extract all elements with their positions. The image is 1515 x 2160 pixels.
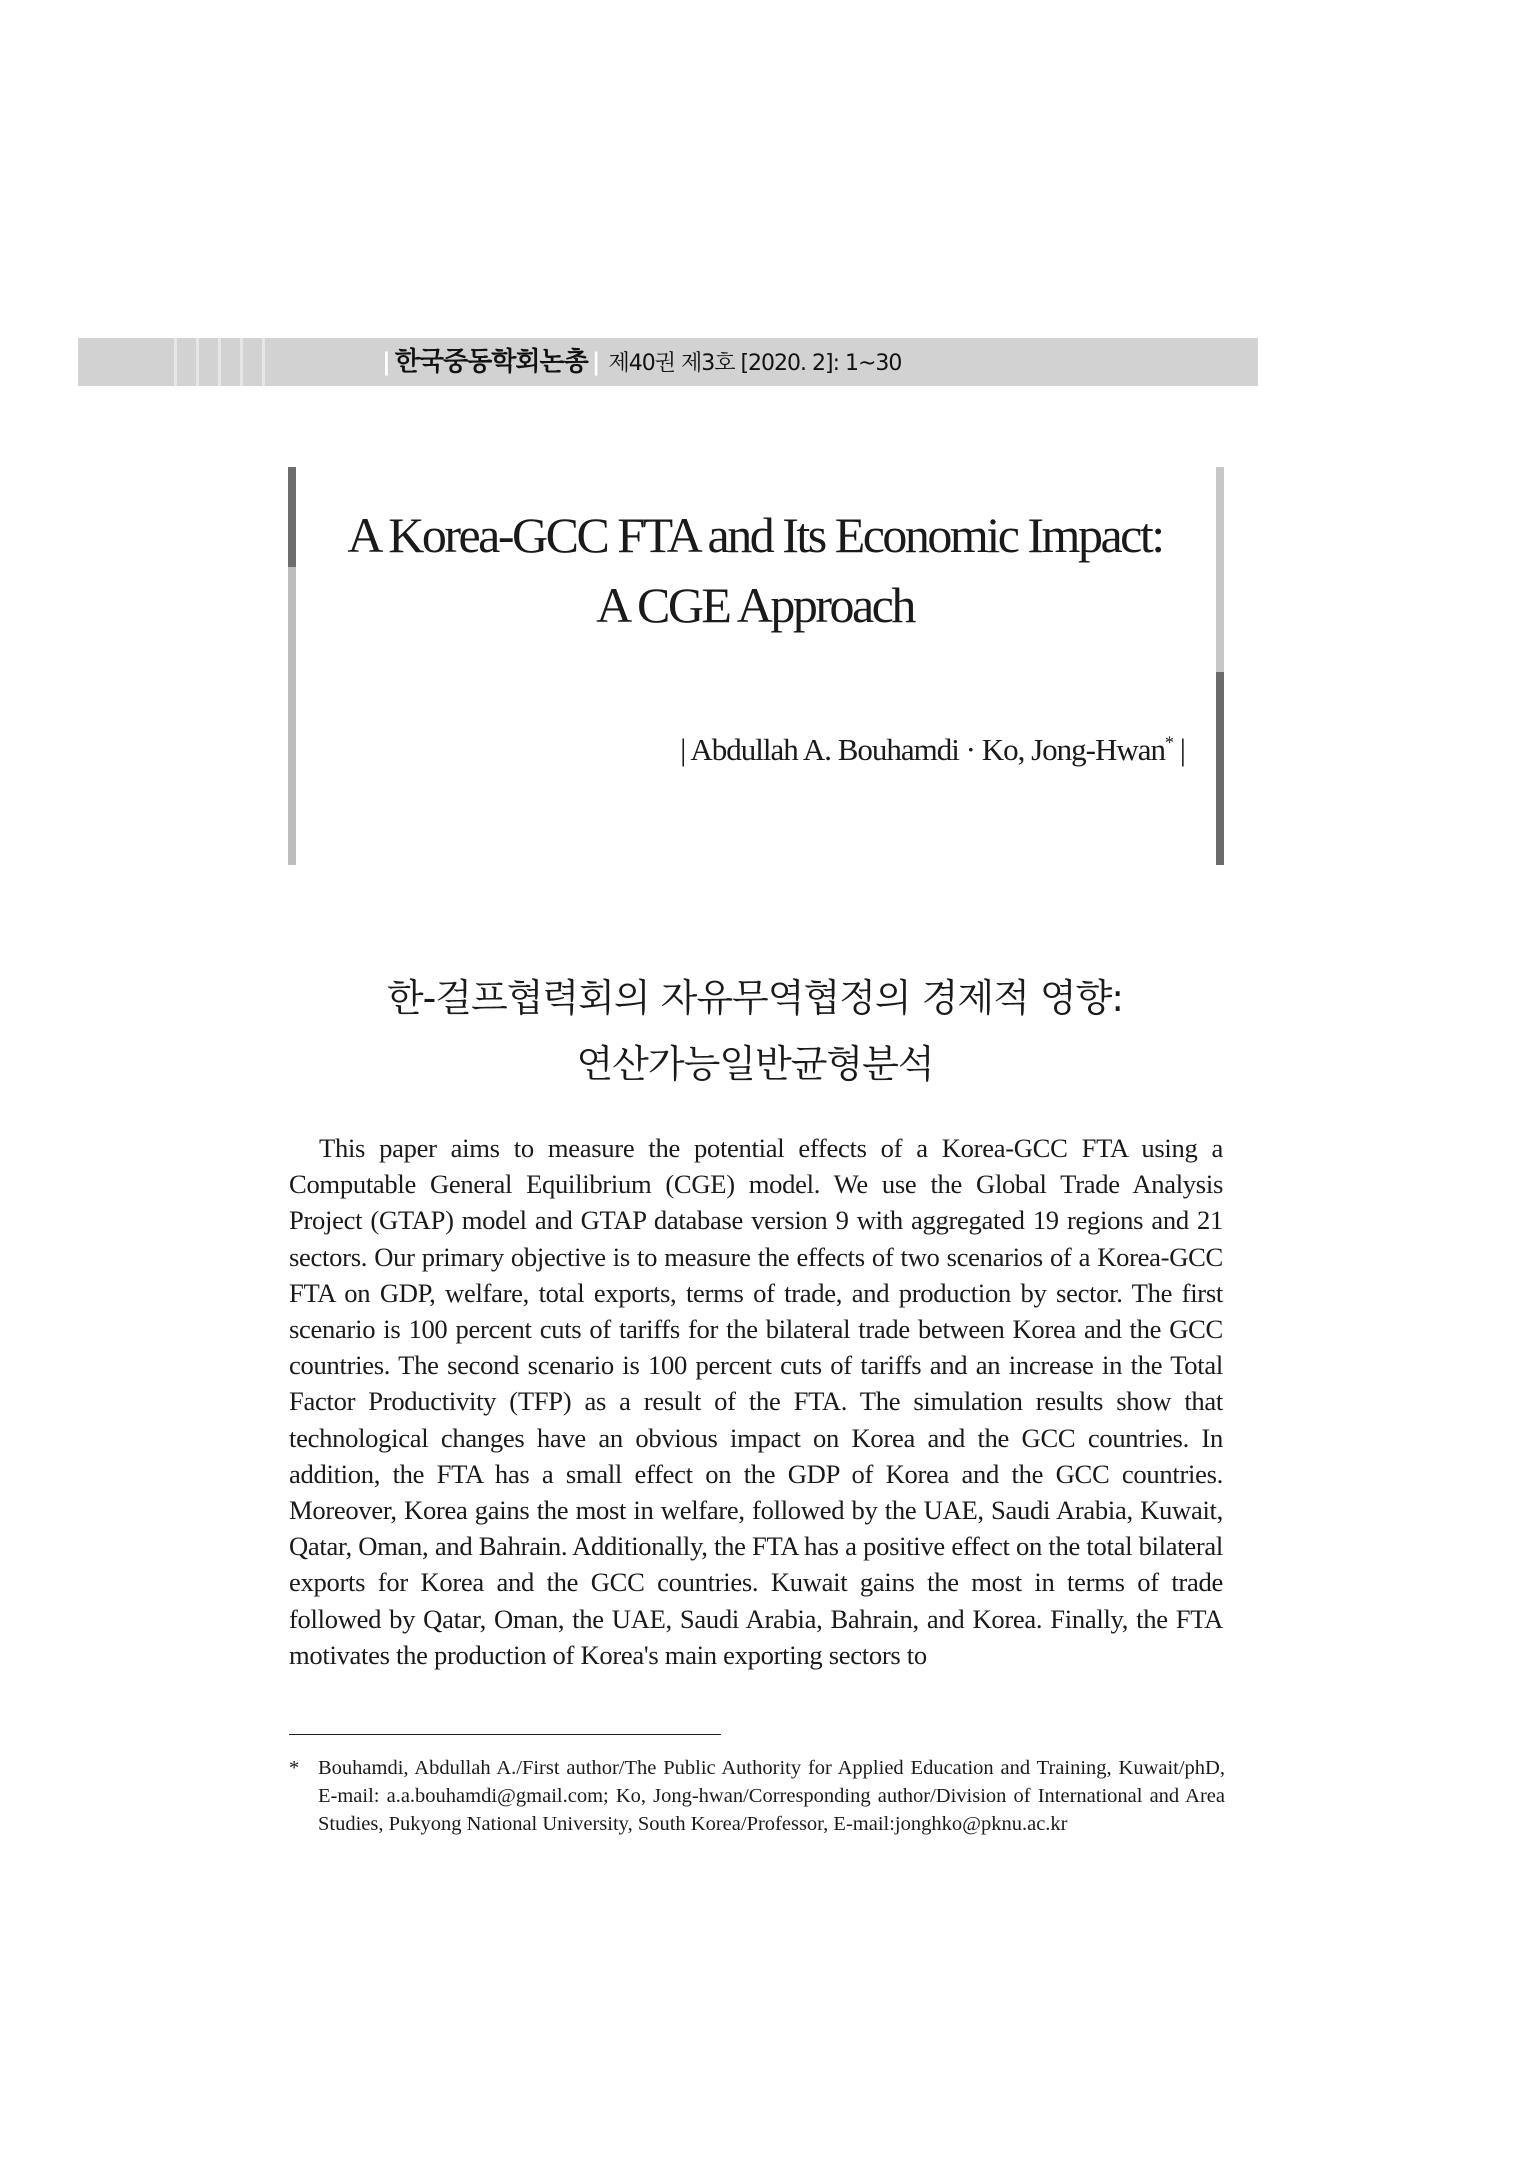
korean-title xyxy=(300,965,1210,1097)
header-stripe xyxy=(174,338,177,386)
paper-title xyxy=(300,500,1210,640)
author-name: Abdullah A. Bouhamdi xyxy=(690,732,959,767)
footnote-marker: * xyxy=(289,1757,300,1779)
header-stripe xyxy=(196,338,199,386)
journal-header-bar xyxy=(78,338,1258,386)
journal-name: 한국중동학회논총 xyxy=(394,347,588,377)
author-footnote xyxy=(289,1754,1225,1838)
title-frame-left-bar xyxy=(288,467,296,567)
abstract-paragraph: This paper aims to measure the potential effects of a Korea-GCC FTA using a Computable General Equilibrium (CGE) model. We use the Global Trade Analysis Project (GTAP) model and GTAP database version 9 with aggregated 19 regions and 21 sectors. Our primary objective is to measure the effects of two scenarios of a Korea-GCC FTA on GDP, welfare, total exports, terms of trade, and production by sector. The first scenario is 100 percent cuts of tariffs for the bilateral trade between Korea and the GCC countries. The second scenario is 100 percent cuts of tariffs and an increase in the Total Factor Productivity (TFP) as a result of the FTA. The simulation results show that technological changes have an obvious impact on Korea and the GCC countries. In addition, the FTA has a small effect on the GDP of Korea and the GCC countries. Moreover, Korea gains the most in welfare, followed by the UAE, Saudi Arabia, Kuwait, Qatar, Oman, and Bahrain. Additionally, the FTA has a positive effect on the total bilateral exports for Korea and the GCC countries. Kuwait gains the most in terms of trade followed by Qatar, Oman, the UAE, Saudi Arabia, Bahrain, and Korea. Finally, the FTA motivates the production of Korea's main exporting sectors to xyxy=(289,1133,1223,1670)
author-separator: · xyxy=(965,732,975,767)
issue-info: 제40권 제3호 [2020. 2]: 1~30 xyxy=(608,351,902,376)
author-bracket: | xyxy=(680,732,686,767)
footnote-divider xyxy=(289,1734,721,1735)
author-name: Ko, Jong-Hwan xyxy=(981,732,1166,767)
journal-header xyxy=(378,344,901,380)
header-divider: | xyxy=(591,348,601,376)
paper-title-line: A Korea-GCC FTA and Its Economic Impact: xyxy=(347,507,1163,563)
header-stripe xyxy=(262,338,265,386)
korean-title-line: 연산가능일반균형분석 xyxy=(576,1042,934,1086)
author-bracket: | xyxy=(1179,732,1185,767)
corresponding-author-marker: * xyxy=(1165,732,1174,753)
title-frame-right-bar xyxy=(1216,467,1224,672)
title-frame-left-bar xyxy=(288,567,296,865)
author-line xyxy=(680,732,1185,768)
header-stripe xyxy=(218,338,221,386)
header-divider: | xyxy=(382,348,391,376)
korean-title-line: 한-걸프협력회의 자유무역협정의 경제적 영향: xyxy=(386,976,1124,1020)
paper-title-line: A CGE Approach xyxy=(596,577,914,633)
header-stripe xyxy=(240,338,243,386)
footnote-text: Bouhamdi, Abdullah A./First author/The Public Authority for Applied Education and Training, Kuwait/phD, E-mail: a.a.bouhamdi@gmail.com; Ko, Jong-hwan/Corresponding author/Division of International and Area Studies, Pukyong National University, South Korea/Professor, E-mail:jonghko@pknu.ac.kr xyxy=(318,1757,1225,1835)
title-frame-right-bar xyxy=(1216,672,1224,865)
